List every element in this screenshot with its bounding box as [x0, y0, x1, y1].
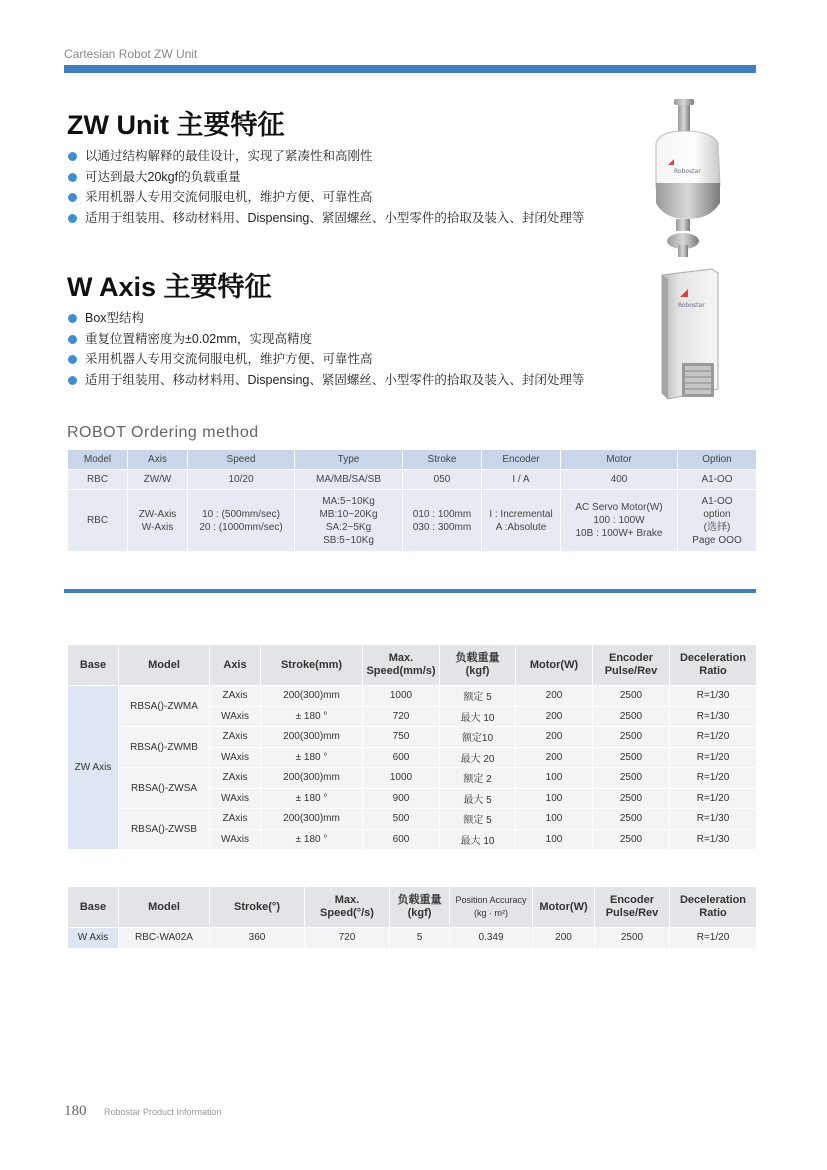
- table-cell: 最大 10: [440, 829, 516, 850]
- w-feature-list: [67, 308, 584, 391]
- table-cell: WAxis: [210, 747, 261, 768]
- header-line: (kg · m²): [474, 908, 508, 918]
- w-spec-table: [67, 886, 757, 949]
- table-cell: R=1/20: [670, 928, 757, 949]
- w-axis-photo: [648, 267, 728, 417]
- ordering-table: [67, 449, 757, 552]
- cell-line: MB:10~20Kg: [319, 508, 378, 520]
- table-cell: 200(300)mm: [261, 809, 363, 830]
- column-header: Stroke: [403, 450, 482, 470]
- column-header: Stroke(°): [210, 887, 305, 928]
- page-number: 180: [64, 1103, 87, 1119]
- header-line: Encoder: [609, 894, 654, 906]
- zw-spec-table: [67, 644, 757, 850]
- table-cell: 2500: [593, 768, 670, 789]
- header-line: 负载重量: [455, 652, 500, 664]
- table-cell: ± 180 °: [261, 706, 363, 727]
- cell-line: A :Absolute: [495, 521, 547, 533]
- table-cell: 360: [210, 928, 305, 949]
- column-header: Motor(W): [533, 887, 595, 928]
- column-header: Model: [68, 450, 128, 470]
- column-header: Speed: [188, 450, 295, 470]
- table-cell: 200: [533, 928, 595, 949]
- column-header: Encoder: [482, 450, 561, 470]
- table-cell: RBC: [68, 470, 128, 490]
- column-header: Stroke(mm): [261, 645, 363, 686]
- table-cell: 720: [363, 706, 440, 727]
- list-item: 重复位置精密度为±0.02mm，实现高精度: [67, 329, 584, 350]
- table-cell: 2500: [593, 686, 670, 707]
- table-cell: [403, 490, 482, 552]
- table-cell: 额定 2: [440, 768, 516, 789]
- table-cell: 2500: [593, 809, 670, 830]
- table-cell: ± 180 °: [261, 747, 363, 768]
- table-cell: 最大 20: [440, 747, 516, 768]
- header-line: Ratio: [699, 907, 727, 919]
- header-line: Deceleration: [679, 894, 747, 906]
- column-header: Motor: [561, 450, 678, 470]
- table-cell: [678, 490, 757, 552]
- table-cell: A1-OO: [678, 470, 757, 490]
- cell-line: ZW-Axis: [138, 508, 177, 520]
- table-cell: ZAxis: [210, 727, 261, 748]
- column-header: [363, 645, 440, 686]
- header-line: Deceleration: [679, 652, 747, 664]
- zw-section-title: ZW Unit 主要特征: [67, 110, 285, 140]
- table-cell: 200(300)mm: [261, 686, 363, 707]
- header-line: Pulse/Rev: [605, 907, 659, 919]
- column-header: Axis: [128, 450, 188, 470]
- table-row: [68, 809, 757, 830]
- table-cell: 720: [305, 928, 390, 949]
- table-cell: 200(300)mm: [261, 727, 363, 748]
- list-item: 适用于组装用、移动材料用、Dispensing、紧固螺丝、小型零件的拾取及装入、封闭处理等: [67, 370, 584, 391]
- footer-text: Robostar Product Information: [104, 1107, 222, 1117]
- table-cell: R=1/30: [670, 686, 757, 707]
- cell-line: 10B : 100W+ Brake: [575, 528, 663, 539]
- table-cell: [561, 490, 678, 552]
- header-line: Speed(mm/s): [366, 665, 436, 677]
- table-cell: W Axis: [68, 928, 119, 949]
- table-cell: ± 180 °: [261, 829, 363, 850]
- table-cell: ZW/W: [128, 470, 188, 490]
- table-cell: 200: [516, 747, 593, 768]
- table-row: [68, 490, 757, 552]
- list-item: 可达到最大20kgf的负载重量: [67, 167, 584, 188]
- cell-line: W-Axis: [141, 521, 174, 533]
- table-cell: 2500: [593, 706, 670, 727]
- table-cell: 750: [363, 727, 440, 748]
- table-cell: RBC-WA02A: [119, 928, 210, 949]
- table-row: [68, 768, 757, 789]
- table-cell: ± 180 °: [261, 788, 363, 809]
- table-row: [68, 928, 757, 949]
- table-cell: 200: [516, 706, 593, 727]
- table-cell: WAxis: [210, 829, 261, 850]
- table-cell: 100: [516, 788, 593, 809]
- cell-line: 10 : (500mm/sec): [202, 508, 280, 520]
- column-header: [670, 887, 757, 928]
- column-header: [593, 645, 670, 686]
- table-row: [68, 645, 757, 686]
- ordering-title: ROBOT Ordering method: [67, 424, 259, 441]
- column-header: Motor(W): [516, 645, 593, 686]
- header-line: (kgf): [465, 665, 490, 677]
- table-cell: [295, 490, 403, 552]
- header-line: 负载重量: [397, 894, 442, 906]
- table-cell: WAxis: [210, 706, 261, 727]
- list-item: 采用机器人专用交流伺服电机，维护方便、可靠性高: [67, 187, 584, 208]
- running-header: Cartesian Robot ZW Unit: [64, 47, 198, 61]
- zw-feature-list: [67, 146, 584, 229]
- table-cell: R=1/20: [670, 747, 757, 768]
- table-cell: 2500: [595, 928, 670, 949]
- table-cell: R=1/20: [670, 788, 757, 809]
- cell-line: 20 : (1000mm/sec): [199, 521, 283, 533]
- column-header: Option: [678, 450, 757, 470]
- table-cell: 100: [516, 809, 593, 830]
- header-line: Ratio: [699, 665, 727, 677]
- table-cell: 600: [363, 829, 440, 850]
- w-section-title: W Axis 主要特征: [67, 272, 272, 302]
- column-header: [595, 887, 670, 928]
- column-header: [670, 645, 757, 686]
- robostar-logo: Robostar: [674, 168, 701, 175]
- table-cell: 050: [403, 470, 482, 490]
- table-cell: I / A: [482, 470, 561, 490]
- list-item: Box型结构: [67, 308, 584, 329]
- column-header: Model: [119, 887, 210, 928]
- list-item: 采用机器人专用交流伺服电机，维护方便、可靠性高: [67, 349, 584, 370]
- zw-unit-photo: [640, 95, 740, 265]
- cell-line: SB:5~10Kg: [323, 534, 374, 546]
- table-cell: 200: [516, 686, 593, 707]
- table-cell: R=1/30: [670, 706, 757, 727]
- table-cell: [128, 490, 188, 552]
- table-cell: 1000: [363, 686, 440, 707]
- table-cell: R=1/30: [670, 809, 757, 830]
- table-cell: RBC: [68, 490, 128, 552]
- section-divider: [64, 589, 756, 593]
- table-row: [68, 470, 757, 490]
- column-header: Base: [68, 645, 119, 686]
- cell-line: 030 : 300mm: [412, 521, 472, 533]
- table-cell: R=1/30: [670, 829, 757, 850]
- model-cell: RBSA()-ZWSA: [119, 768, 210, 809]
- model-cell: RBSA()-ZWSB: [119, 809, 210, 850]
- table-cell: 2500: [593, 747, 670, 768]
- zw-table-body: [68, 686, 757, 850]
- table-cell: 额定10: [440, 727, 516, 748]
- column-header: [450, 887, 533, 928]
- header-line: Max.: [334, 894, 360, 906]
- table-cell: [482, 490, 561, 552]
- column-header: Axis: [210, 645, 261, 686]
- table-cell: 最大 10: [440, 706, 516, 727]
- table-cell: [188, 490, 295, 552]
- table-row: [68, 727, 757, 748]
- table-cell: 10/20: [188, 470, 295, 490]
- table-cell: 2500: [593, 727, 670, 748]
- table-cell: WAxis: [210, 788, 261, 809]
- header-line: Encoder: [608, 652, 653, 664]
- table-cell: 2500: [593, 788, 670, 809]
- table-cell: 0.349: [450, 928, 533, 949]
- column-header: Base: [68, 887, 119, 928]
- header-bar: [64, 65, 756, 73]
- column-header: Type: [295, 450, 403, 470]
- header-line: Speed(°/s): [320, 907, 374, 919]
- base-cell: ZW Axis: [68, 686, 119, 850]
- table-cell: 900: [363, 788, 440, 809]
- table-cell: 200(300)mm: [261, 768, 363, 789]
- table-cell: MA/MB/SA/SB: [295, 470, 403, 490]
- table-cell: R=1/20: [670, 727, 757, 748]
- column-header: [390, 887, 450, 928]
- table-cell: ZAxis: [210, 686, 261, 707]
- table-cell: ZAxis: [210, 768, 261, 789]
- cell-line: (选择): [703, 521, 731, 533]
- table-row: [68, 686, 757, 707]
- robostar-logo: Robostar: [678, 302, 705, 309]
- table-cell: 500: [363, 809, 440, 830]
- table-cell: R=1/20: [670, 768, 757, 789]
- cell-line: I : Incremental: [489, 508, 553, 520]
- cell-line: option: [703, 508, 731, 520]
- table-row: [68, 450, 757, 470]
- model-cell: RBSA()-ZWMB: [119, 727, 210, 768]
- table-cell: 400: [561, 470, 678, 490]
- table-cell: 最大 5: [440, 788, 516, 809]
- table-row: [68, 887, 757, 928]
- cell-line: 010 : 100mm: [412, 508, 472, 520]
- cell-line: AC Servo Motor(W): [575, 502, 663, 513]
- cell-line: A1-OO: [701, 495, 733, 507]
- table-cell: 200: [516, 727, 593, 748]
- table-cell: 5: [390, 928, 450, 949]
- cell-line: SA:2~5Kg: [325, 521, 372, 533]
- header-line: Max.: [388, 652, 414, 664]
- cell-line: MA:5~10Kg: [322, 495, 375, 507]
- list-item: 以通过结构解释的最佳设计，实现了紧凑性和高刚性: [67, 146, 584, 167]
- table-cell: ZAxis: [210, 809, 261, 830]
- column-header: [305, 887, 390, 928]
- table-cell: 2500: [593, 829, 670, 850]
- header-line: Pulse/Rev: [604, 665, 658, 677]
- header-line: Position Accuracy: [455, 895, 527, 905]
- cell-line: Page OOO: [692, 534, 742, 546]
- table-cell: 100: [516, 829, 593, 850]
- column-header: Model: [119, 645, 210, 686]
- table-cell: 1000: [363, 768, 440, 789]
- column-header: [440, 645, 516, 686]
- model-cell: RBSA()-ZWMA: [119, 686, 210, 727]
- table-cell: 额定 5: [440, 686, 516, 707]
- cell-line: 100 : 100W: [593, 515, 645, 526]
- table-cell: 额定 5: [440, 809, 516, 830]
- table-cell: 600: [363, 747, 440, 768]
- header-line: (kgf): [407, 907, 432, 919]
- table-cell: 100: [516, 768, 593, 789]
- list-item: 适用于组装用、移动材料用、Dispensing、紧固螺丝、小型零件的拾取及装入、封闭处理等: [67, 208, 584, 229]
